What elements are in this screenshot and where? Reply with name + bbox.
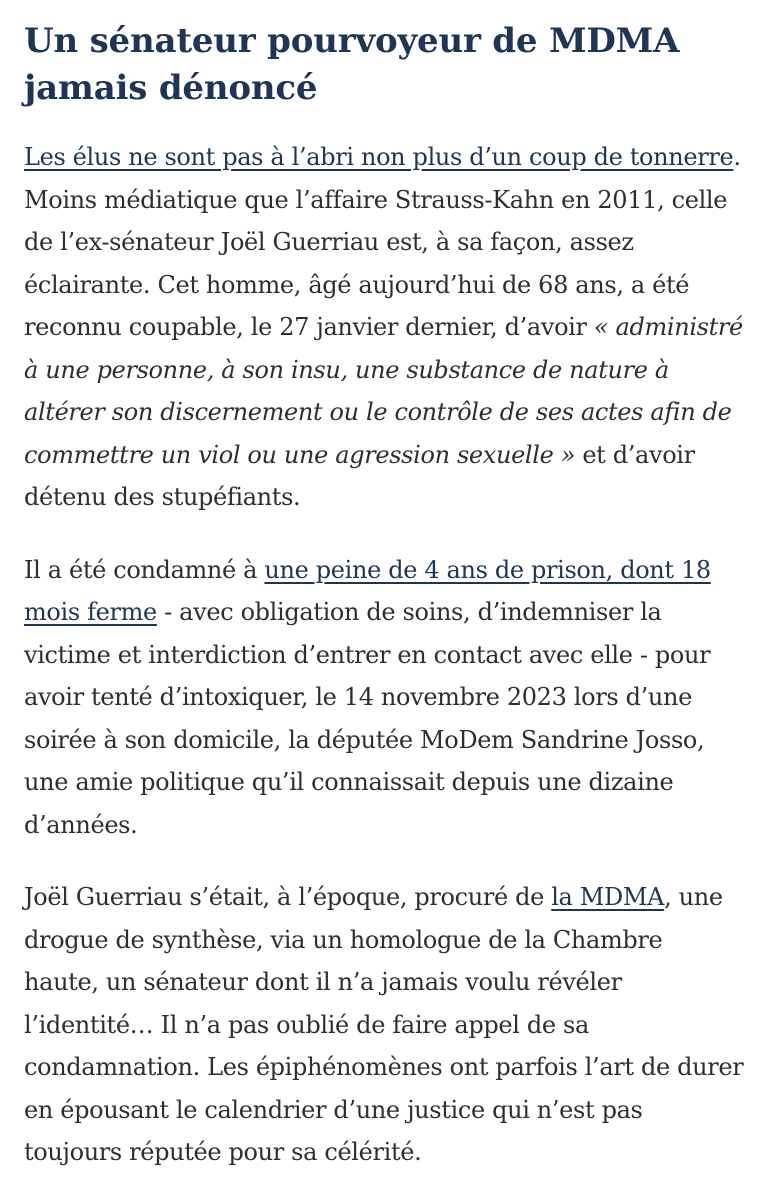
article bbox=[24, 18, 744, 1204]
paragraph-1-quote: « administré à une personne, à son insu, une substance de nature à altérer son discernement ou le contrôle de ses actes afin de commettre un viol ou une agression sexuelle » bbox=[24, 313, 743, 469]
paragraph-1-text-a: . Moins médiatique que l’affaire Strauss-Kahn en 2011, celle de l’ex-sénateur Joël Guerriau est, à sa façon, assez éclairante. Cet homme, âgé aujourd’hui de 68 ans, a été reconnu coupable, le 27 janvier dernier, d’avoir bbox=[24, 143, 741, 341]
link-peine-prison[interactable]: une peine de 4 ans de prison, dont 18 mois ferme bbox=[24, 555, 711, 626]
article-title: Un sénateur pourvoyeur de MDMA jamais dénoncé bbox=[24, 21, 680, 108]
paragraph-3-text-a: Joël Guerriau s’était, à l’époque, procuré de bbox=[24, 883, 552, 911]
paragraph-1-text-b: et d’avoir détenu des stupéfiants. bbox=[24, 440, 695, 511]
paragraph-3-text-b: , une drogue de synthèse, via un homologue de la Chambre haute, un sénateur dont il n’a jamais voulu révéler l’identité… Il n’a pas oublié de faire appel de sa condamnation. Les épiphénomènes ont parfois l’art de durer en épousant le calendrier d’une justice qui n’est pas toujours réputée pour sa célérité. bbox=[24, 883, 744, 1166]
paragraph-2-text-a: Il a été condamné à bbox=[24, 555, 265, 584]
paragraph-2-text-b: - avec obligation de soins, d’indemniser la victime et interdiction d’entrer en contact avec elle - pour avoir tenté d’intoxiquer, le 14 novembre 2023 lors d’une soirée à son domicile, la députée MoDem Sandrine Josso, une amie politique qu’il connaissait depuis une dizaine d’années. bbox=[24, 598, 711, 839]
link-mdma[interactable]: la MDMA bbox=[551, 883, 665, 911]
paragraph-3 bbox=[24, 876, 744, 1174]
link-coup-de-tonnerre[interactable]: Les élus ne sont pas à l’abri non plus d’un coup de tonnerre bbox=[24, 143, 734, 171]
paragraph-1 bbox=[24, 136, 744, 519]
paragraph-2 bbox=[24, 549, 744, 847]
